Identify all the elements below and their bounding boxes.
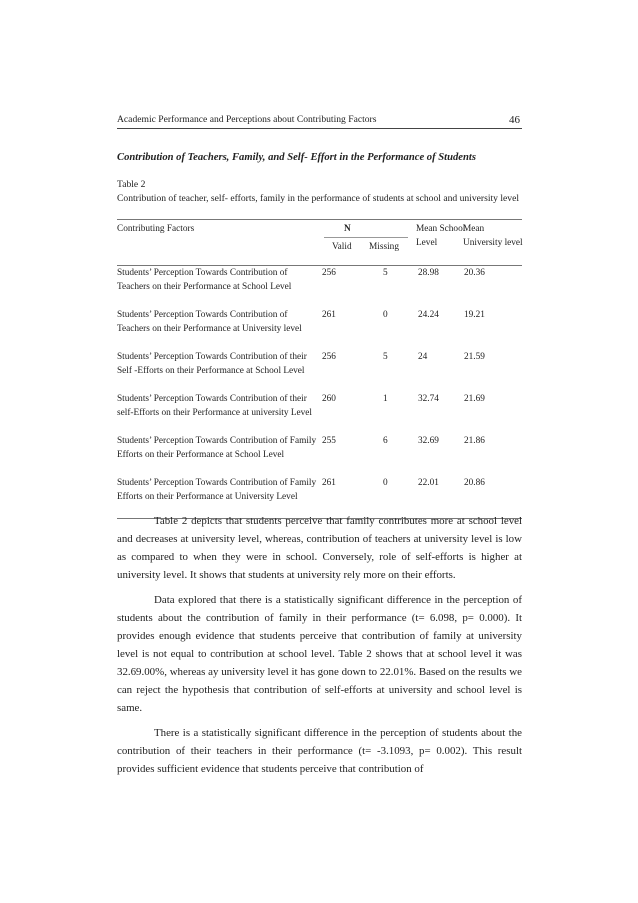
contribution-table	[117, 219, 522, 519]
cell-missing: 0	[383, 310, 388, 320]
cell-mean-university: 21.86	[464, 436, 485, 446]
cell-factor: Students’ Perception Towards Contribution of Family Efforts on their Performance at University Level	[117, 478, 317, 502]
cell-mean-school: 32.74	[418, 394, 439, 404]
paper-page	[117, 0, 522, 903]
section-heading: Contribution of Teachers, Family, and Self- Effort in the Performance of Students	[117, 152, 476, 163]
body-paragraph: Data explored that there is a statistically significant difference in the perception of students about the contribution of family in their performance (t= 6.098, p= 0.000). It provides enough evidence that students perceive that contribution of family at university level is not equal to contribution at school level. Table 2 shows that at school level it was 32.69.00%, whereas ay university level it has gone down to 22.01%. Based on the results we can reject the hypothesis that contribution of self-efforts at university and school level is same.	[117, 594, 522, 714]
table-row	[117, 434, 522, 476]
table-caption: Contribution of teacher, self- efforts, family in the performance of students at school and university level	[117, 193, 519, 204]
column-header-missing: Missing	[369, 242, 399, 252]
cell-valid: 255	[322, 436, 336, 446]
cell-missing: 5	[383, 268, 388, 278]
body-text	[117, 512, 522, 785]
running-title: Academic Performance and Perceptions about Contributing Factors	[117, 114, 377, 125]
cell-factor: Students’ Perception Towards Contribution of Family Efforts on their Performance at School Level	[117, 436, 317, 460]
cell-missing: 5	[383, 352, 388, 362]
cell-mean-school: 24.24	[418, 310, 439, 320]
cell-factor: Students’ Perception Towards Contribution of Teachers on their Performance at School Level	[117, 268, 292, 292]
cell-mean-university: 20.36	[464, 268, 485, 278]
cell-factor: Students’ Perception Towards Contribution of their self-Efforts on their Performance at university Level	[117, 394, 312, 418]
cell-mean-university: 19.21	[464, 310, 485, 320]
column-header-factors: Contributing Factors	[117, 224, 195, 234]
cell-mean-school: 22.01	[418, 478, 439, 488]
cell-factor: Students’ Perception Towards Contribution of Teachers on their Performance at University level	[117, 310, 302, 334]
cell-mean-university: 21.69	[464, 394, 485, 404]
table-row	[117, 392, 522, 434]
table-label: Table 2	[117, 179, 146, 190]
column-header-n: N	[344, 224, 351, 234]
cell-valid: 256	[322, 352, 336, 362]
page-number: 46	[509, 114, 520, 126]
cell-missing: 6	[383, 436, 388, 446]
body-paragraph: Table 2 depicts that students perceive that family contributes more at school level and decreases at university level, whereas, contribution of teachers at university level is low as compared to when they were in school. Conversely, role of self-efforts is higher at university level. It shows that students at university rely more on their efforts.	[117, 515, 522, 581]
table-row	[117, 266, 522, 308]
cell-mean-school: 28.98	[418, 268, 439, 278]
cell-missing: 1	[383, 394, 388, 404]
cell-missing: 0	[383, 478, 388, 488]
column-header-valid: Valid	[332, 242, 352, 252]
cell-mean-school: 32.69	[418, 436, 439, 446]
cell-factor: Students’ Perception Towards Contribution of their Self -Efforts on their Performance at School Level	[117, 352, 307, 376]
cell-valid: 261	[322, 310, 336, 320]
column-header-mean-university: Mean University level	[463, 224, 523, 248]
table-row	[117, 350, 522, 392]
cell-mean-university: 21.59	[464, 352, 485, 362]
body-paragraph: There is a statistically significant difference in the perception of students about the contribution of their teachers in their performance (t= -3.1093, p= 0.002). This result provides sufficient evidence that students perceive that contribution of	[117, 727, 522, 775]
cell-mean-university: 20.86	[464, 478, 485, 488]
cell-valid: 256	[322, 268, 336, 278]
running-header	[117, 112, 522, 129]
cell-mean-school: 24	[418, 352, 428, 362]
column-header-mean-school: Mean School Level	[416, 224, 466, 248]
table-header	[117, 220, 522, 266]
cell-valid: 260	[322, 394, 336, 404]
n-group-rule	[324, 237, 408, 238]
table-row	[117, 308, 522, 350]
cell-valid: 261	[322, 478, 336, 488]
